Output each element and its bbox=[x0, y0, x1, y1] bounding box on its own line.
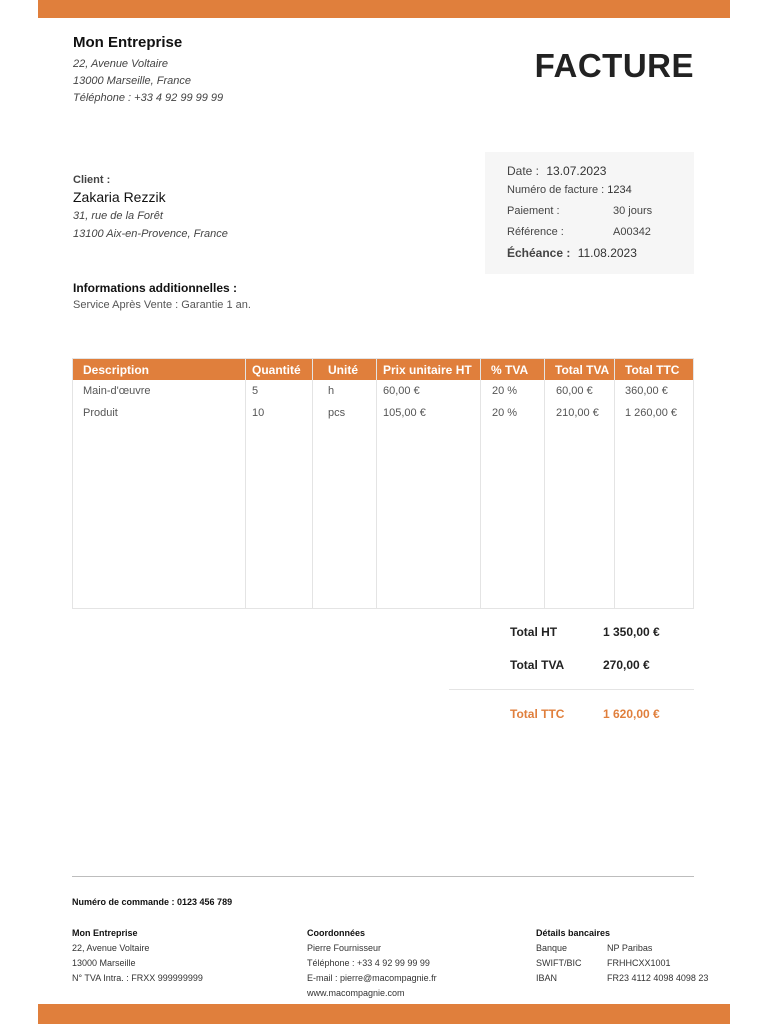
header-unit-price: Prix unitaire HT bbox=[383, 363, 472, 377]
order-number: Numéro de commande : 0123 456 789 bbox=[72, 897, 233, 907]
column-divider bbox=[480, 359, 481, 608]
footer-company-address: 22, Avenue Voltaire bbox=[72, 943, 150, 953]
meta-due-label: Échéance : bbox=[507, 246, 571, 260]
header-unit: Unité bbox=[328, 363, 358, 377]
iban-label: IBAN bbox=[536, 973, 558, 983]
client-city: 13100 Aix-en-Provence, France bbox=[73, 228, 228, 240]
client-name: Zakaria Rezzik bbox=[73, 189, 166, 205]
company-city: 13000 Marseille, France bbox=[73, 75, 192, 87]
footer-bank bbox=[536, 926, 708, 986]
table-cell: 10 bbox=[252, 407, 265, 419]
table-cell: 60,00 € bbox=[383, 385, 420, 397]
meta-date bbox=[507, 164, 606, 178]
bank-label: Banque bbox=[536, 943, 568, 953]
bank-value: NP Paribas bbox=[607, 943, 653, 953]
document-title: FACTURE bbox=[534, 47, 694, 84]
swift-row bbox=[536, 956, 708, 971]
column-divider bbox=[614, 359, 615, 608]
footer-divider bbox=[72, 876, 694, 877]
meta-due-value: 11.08.2023 bbox=[577, 246, 637, 260]
column-divider bbox=[245, 359, 246, 608]
meta-payment-label: Paiement : bbox=[507, 205, 560, 217]
iban-row bbox=[536, 971, 708, 986]
header-description: Description bbox=[83, 363, 150, 377]
table-cell: Produit bbox=[83, 407, 118, 419]
table-cell: pcs bbox=[328, 407, 346, 419]
client-address: 31, rue de la Forêt bbox=[73, 210, 163, 222]
table-cell: 105,00 € bbox=[383, 407, 426, 419]
footer-contact-name: Pierre Fournisseur bbox=[307, 943, 382, 953]
table-cell: 210,00 € bbox=[556, 407, 599, 419]
column-divider bbox=[312, 359, 313, 608]
items-table bbox=[72, 358, 694, 609]
table-cell: 60,00 € bbox=[556, 385, 593, 397]
meta-reference-label: Référence : bbox=[507, 226, 564, 238]
footer-company bbox=[72, 926, 203, 986]
meta-invoice-number-value: 1234 bbox=[607, 184, 632, 196]
table-cell: h bbox=[328, 385, 335, 397]
bank-row bbox=[536, 941, 708, 956]
totals-divider bbox=[449, 689, 694, 690]
total-ttc-label: Total TTC bbox=[510, 707, 565, 721]
meta-reference bbox=[507, 226, 564, 238]
footer-contact-email: E-mail : pierre@macompagnie.fr bbox=[307, 973, 437, 983]
company-name: Mon Entreprise bbox=[73, 34, 183, 51]
footer-company-heading: Mon Entreprise bbox=[72, 928, 138, 938]
client-block bbox=[73, 174, 228, 243]
iban-value: FR23 4112 4098 4098 23 bbox=[607, 973, 709, 983]
total-ht-label: Total HT bbox=[510, 625, 558, 639]
footer-contact-heading: Coordonnées bbox=[307, 928, 366, 938]
header-ttc-total: Total TTC bbox=[625, 363, 680, 377]
meta-payment-value: 30 jours bbox=[613, 205, 653, 217]
table-cell: 360,00 € bbox=[625, 385, 668, 397]
footer-contact bbox=[307, 926, 437, 1001]
swift-label: SWIFT/BIC bbox=[536, 958, 582, 968]
meta-invoice-number-label: Numéro de facture : bbox=[507, 184, 605, 196]
table-cell: 20 % bbox=[492, 407, 518, 419]
client-label: Client : bbox=[73, 174, 111, 186]
column-divider bbox=[376, 359, 377, 608]
header-quantity: Quantité bbox=[252, 363, 301, 377]
meta-due bbox=[507, 246, 637, 260]
bottom-accent-bar bbox=[38, 1004, 730, 1024]
swift-value: FRHHCXX1001 bbox=[607, 958, 671, 968]
invoice-meta-box bbox=[485, 152, 694, 274]
total-ttc-value: 1 620,00 € bbox=[603, 707, 660, 721]
column-divider bbox=[544, 359, 545, 608]
footer-company-vat: N° TVA Intra. : FRXX 999999999 bbox=[72, 973, 203, 983]
total-tva-value: 270,00 € bbox=[603, 658, 650, 672]
company-block bbox=[73, 34, 223, 107]
footer-contact-phone: Téléphone : +33 4 92 99 99 99 bbox=[307, 958, 430, 968]
total-tva-label: Total TVA bbox=[510, 658, 565, 672]
additional-info bbox=[73, 281, 251, 311]
top-accent-bar bbox=[38, 0, 730, 18]
footer-bank-heading: Détails bancaires bbox=[536, 928, 611, 938]
header-vat-total: Total TVA bbox=[555, 363, 610, 377]
table-cell: 20 % bbox=[492, 385, 518, 397]
meta-date-label: Date : bbox=[507, 164, 540, 178]
meta-payment bbox=[507, 205, 560, 217]
total-ht-value: 1 350,00 € bbox=[603, 625, 660, 639]
meta-date-value: 13.07.2023 bbox=[546, 164, 607, 178]
header-vat-rate: % TVA bbox=[491, 363, 529, 377]
company-address: 22, Avenue Voltaire bbox=[73, 58, 168, 70]
footer-contact-web: www.macompagnie.com bbox=[307, 988, 405, 998]
table-cell: Main-d'œuvre bbox=[83, 385, 151, 397]
meta-invoice-number bbox=[507, 184, 632, 196]
additional-info-label: Informations additionnelles : bbox=[73, 281, 238, 295]
additional-info-text: Service Après Vente : Garantie 1 an. bbox=[73, 299, 251, 311]
footer-company-city: 13000 Marseille bbox=[72, 958, 136, 968]
table-cell: 1 260,00 € bbox=[625, 407, 677, 419]
meta-reference-value: A00342 bbox=[613, 226, 651, 238]
company-phone: Téléphone : +33 4 92 99 99 99 bbox=[73, 92, 224, 104]
table-cell: 5 bbox=[252, 385, 259, 397]
